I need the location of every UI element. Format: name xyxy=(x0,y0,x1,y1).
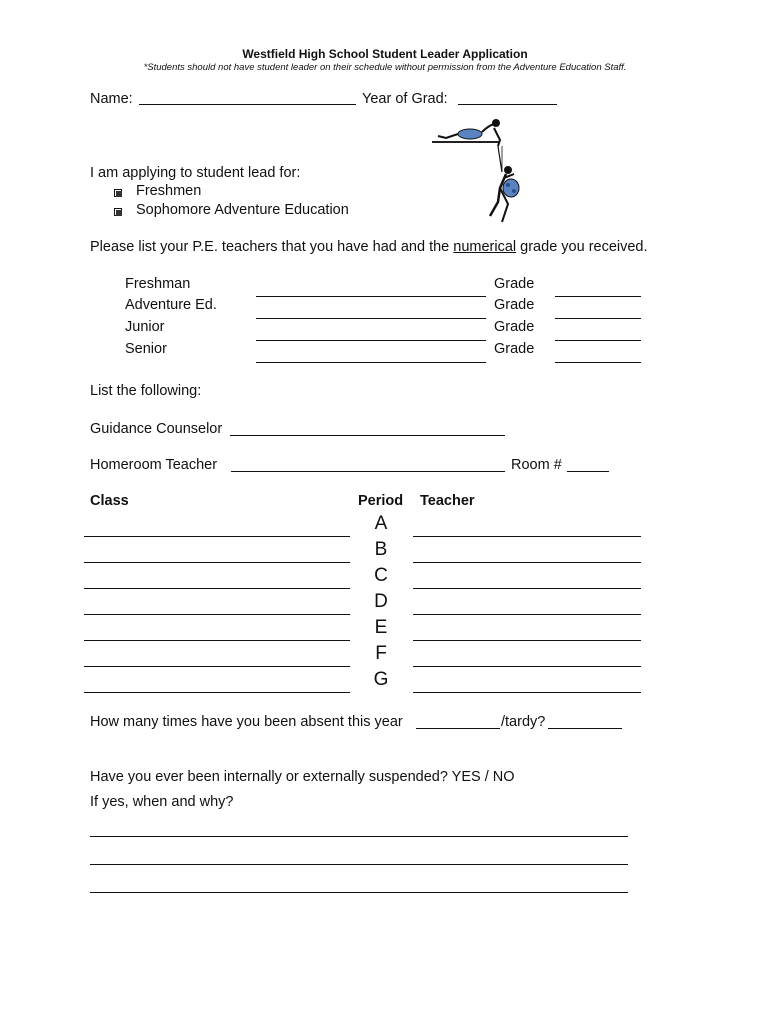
grade-label: Grade xyxy=(494,341,535,357)
period-letter-d: D xyxy=(374,591,388,612)
teacher-column-header: Teacher xyxy=(420,493,475,509)
class-field-f[interactable] xyxy=(84,666,350,667)
freshmen-option-label: Freshmen xyxy=(136,183,202,199)
teacher-field-d[interactable] xyxy=(413,614,641,615)
absent-label: How many times have you been absent this year xyxy=(90,714,403,730)
name-label: Name: xyxy=(90,91,133,107)
teacher-field-e[interactable] xyxy=(413,640,641,641)
grade-label: Grade xyxy=(494,297,535,313)
period-letter-c: C xyxy=(374,565,388,586)
period-column-header: Period xyxy=(358,493,404,509)
applying-label: I am applying to student lead for: xyxy=(90,165,301,181)
grad-year-field[interactable] xyxy=(458,104,557,105)
absent-field[interactable] xyxy=(416,728,500,729)
class-column-header: Class xyxy=(90,493,129,509)
teacher-field-c[interactable] xyxy=(413,588,641,589)
explanation-line[interactable] xyxy=(90,836,628,837)
pe-row-label-senior: Senior xyxy=(125,341,167,357)
grade-label: Grade xyxy=(494,319,535,335)
period-letter-a: A xyxy=(374,513,388,534)
list-following-label: List the following: xyxy=(90,383,202,399)
name-field[interactable] xyxy=(139,104,356,105)
teacher-field-f[interactable] xyxy=(413,666,641,667)
pe-instruction-underlined: numerical xyxy=(453,239,517,255)
pe-row-label-freshman: Freshman xyxy=(125,276,191,292)
class-field-d[interactable] xyxy=(84,614,350,615)
form-title: Westfield High School Student Leader Application xyxy=(242,47,528,61)
grade-label: Grade xyxy=(494,276,535,292)
sophomore-checkbox[interactable] xyxy=(114,208,122,216)
class-field-e[interactable] xyxy=(84,640,350,641)
period-letter-e: E xyxy=(374,617,388,638)
homeroom-teacher-field[interactable] xyxy=(231,471,505,472)
pe-instruction xyxy=(90,239,648,255)
teacher-field-g[interactable] xyxy=(413,692,641,693)
tardy-field[interactable] xyxy=(548,728,622,729)
guidance-counselor-label: Guidance Counselor xyxy=(90,421,223,437)
suspension-followup: If yes, when and why? xyxy=(90,794,234,810)
grad-year-label: Year of Grad: xyxy=(362,91,448,107)
period-letter-g: G xyxy=(373,669,389,690)
pe-teacher-field-senior[interactable] xyxy=(256,362,486,363)
class-field-b[interactable] xyxy=(84,562,350,563)
explanation-line[interactable] xyxy=(90,892,628,893)
pe-teacher-field-freshman[interactable] xyxy=(256,296,486,297)
teacher-field-b[interactable] xyxy=(413,562,641,563)
period-letter-b: B xyxy=(374,539,388,560)
room-label: Room # xyxy=(511,457,562,473)
sophomore-option-label: Sophomore Adventure Education xyxy=(136,202,349,218)
grade-field-junior[interactable] xyxy=(555,340,641,341)
grade-field-freshman[interactable] xyxy=(555,296,641,297)
class-field-a[interactable] xyxy=(84,536,350,537)
form-subtitle: *Students should not have student leader on their schedule without permission from the Adventure Education Staff. xyxy=(143,62,627,73)
pe-teacher-field-adventure[interactable] xyxy=(256,318,486,319)
climbers-clipart-icon xyxy=(428,112,528,230)
pe-instruction-after: grade you received. xyxy=(516,239,648,255)
tardy-label: /tardy? xyxy=(501,714,546,730)
grade-field-adventure[interactable] xyxy=(555,318,641,319)
period-letter-f: F xyxy=(375,643,387,664)
freshmen-checkbox[interactable] xyxy=(114,189,122,197)
class-field-c[interactable] xyxy=(84,588,350,589)
room-field[interactable] xyxy=(567,471,609,472)
pe-teacher-field-junior[interactable] xyxy=(256,340,486,341)
pe-row-label-junior: Junior xyxy=(125,319,165,335)
homeroom-teacher-label: Homeroom Teacher xyxy=(90,457,218,473)
suspension-question: Have you ever been internally or externally suspended? YES / NO xyxy=(90,769,515,785)
grade-field-senior[interactable] xyxy=(555,362,641,363)
explanation-line[interactable] xyxy=(90,864,628,865)
guidance-counselor-field[interactable] xyxy=(230,435,505,436)
class-field-g[interactable] xyxy=(84,692,350,693)
pe-row-label-adventure: Adventure Ed. xyxy=(125,297,217,313)
teacher-field-a[interactable] xyxy=(413,536,641,537)
pe-instruction-before: Please list your P.E. teachers that you have had and the xyxy=(90,239,454,255)
